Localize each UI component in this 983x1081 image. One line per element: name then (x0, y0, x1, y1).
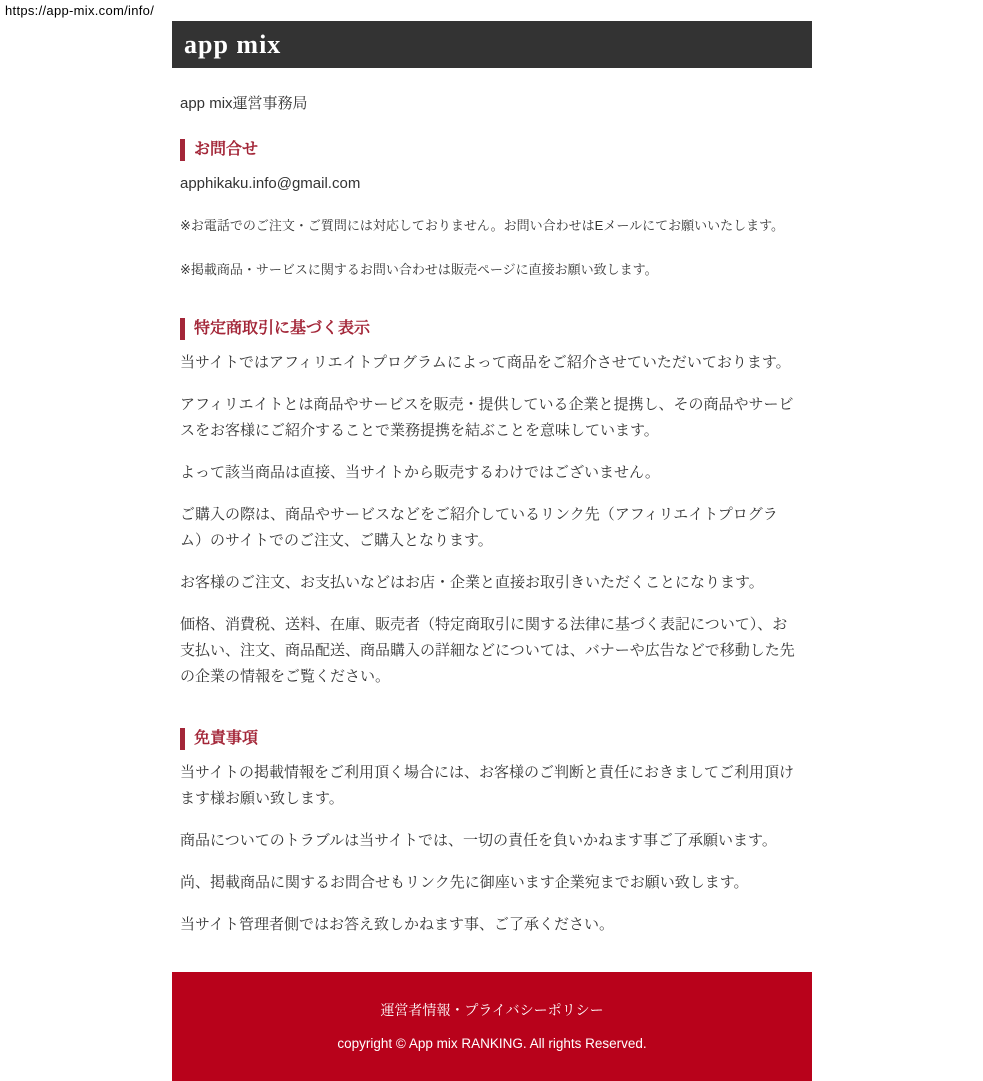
contact-note: ※お電話でのご注文・ご質問には対応しておりません。お問い合わせはEメールにてお願いいたします。 (180, 218, 785, 233)
disclaimer-paragraph: 商品についてのトラブルは当サイトでは、一切の責任を負いかねます事ご了承願います。 (180, 832, 777, 849)
tokutei-paragraph: よって該当商品は直接、当サイトから販売するわけではございません。 (180, 464, 660, 481)
tokutei-paragraph: アフィリエイトとは商品やサービスを販売・提供している企業と提携し、その商品やサービスをお客様にご紹介することで業務提携を結ぶことを意味しています。 (180, 396, 794, 439)
site-title: app mix (184, 29, 282, 59)
tokutei-heading (180, 318, 798, 340)
contact-heading-label: お問合せ (194, 141, 259, 158)
privacy-policy-link[interactable]: 運営者情報・プライバシーポリシー (380, 1002, 604, 1018)
tokutei-heading-label: 特定商取引に基づく表示 (194, 320, 371, 337)
disclaimer-heading (180, 728, 798, 750)
operator-name: app mix運営事務局 (180, 95, 308, 112)
heading-accent-bar (180, 728, 185, 750)
site-header (172, 21, 812, 68)
disclaimer-paragraph: 尚、掲載商品に関するお問合せもリンク先に御座います企業宛までお願い致します。 (180, 874, 749, 891)
contact-note: ※掲載商品・サービスに関するお問い合わせは販売ページに直接お願い致します。 (180, 262, 658, 277)
tokutei-paragraph: 価格、消費税、送料、在庫、販売者（特定商取引に関する法律に基づく表記について）、お支払い、注文、商品配送、商品購入の詳細などについては、バナーや広告などで移動した先の企業の情報をご覧ください。 (180, 616, 795, 685)
contact-heading (180, 139, 798, 161)
copyright-text: copyright © App mix RANKING. All rights Reserved. (337, 1036, 647, 1051)
section-disclaimer (180, 728, 798, 938)
heading-accent-bar (180, 139, 185, 161)
site-footer (172, 972, 812, 1081)
page-url-label: https://app-mix.com/info/ (5, 3, 155, 18)
section-contact (180, 139, 798, 280)
contact-email: apphikaku.info@gmail.com (180, 175, 361, 192)
tokutei-paragraph: ご購入の際は、商品やサービスなどをご紹介しているリンク先（アフィリエイトプログラム）のサイトでのご注文、ご購入となります。 (180, 506, 778, 549)
content-column (172, 21, 812, 1081)
heading-accent-bar (180, 318, 185, 340)
disclaimer-paragraph: 当サイトの掲載情報をご利用頂く場合には、お客様のご判断と責任におきましてご利用頂けます様お願い致します。 (180, 764, 794, 807)
disclaimer-heading-label: 免責事項 (194, 730, 259, 747)
main-content (172, 92, 812, 938)
disclaimer-paragraph: 当サイト管理者側ではお答え致しかねます事、ご了承ください。 (180, 916, 614, 933)
tokutei-paragraph: お客様のご注文、お支払いなどはお店・企業と直接お取引きいただくことになります。 (180, 574, 764, 591)
section-tokutei (180, 318, 798, 690)
tokutei-paragraph: 当サイトではアフィリエイトプログラムによって商品をご紹介させていただいております。 (180, 354, 791, 371)
